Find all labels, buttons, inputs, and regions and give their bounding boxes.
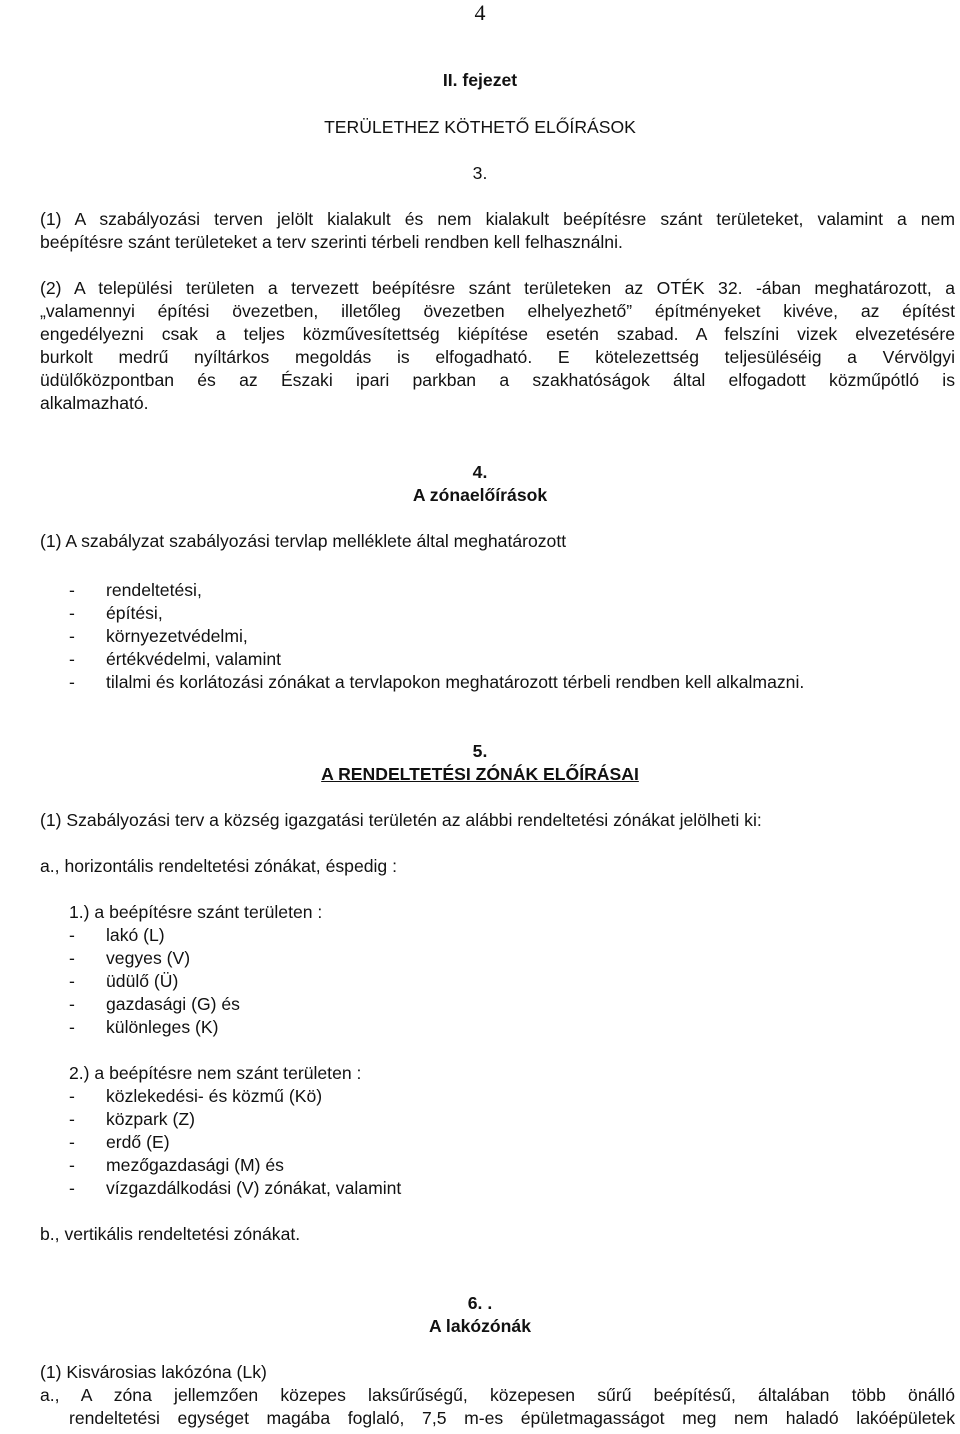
s3-p2-line-4: burkolt medrű nyíltárkos megoldás is elfogadható. E kötelezettség teljesüléséig a Vérvölgyi: [40, 347, 955, 367]
list-dash: -: [69, 626, 75, 646]
list-item: közpark (Z): [106, 1109, 195, 1129]
list-dash: -: [69, 948, 75, 968]
list-dash: -: [69, 1155, 75, 1175]
list-dash: -: [69, 1109, 75, 1129]
s6-p1: (1) Kisvárosias lakózóna (Lk): [40, 1362, 267, 1382]
list-dash: -: [69, 925, 75, 945]
list-item: tilalmi és korlátozási zónákat a tervlapokon meghatározott térbeli rendben kell alkalmazni.: [106, 672, 805, 692]
section-6-title: A lakózónák: [428, 1316, 531, 1336]
list-item: gazdasági (G) és: [106, 994, 240, 1014]
s5-b-label: b., vertikális rendeltetési zónákat.: [40, 1224, 301, 1244]
list-item: erdő (E): [106, 1132, 170, 1152]
list-dash: -: [69, 994, 75, 1014]
section-5-number: 5.: [472, 741, 488, 761]
list-dash: -: [69, 1178, 75, 1198]
section-4-title: A zónaelőírások: [412, 485, 548, 505]
list-dash: -: [69, 1017, 75, 1037]
list-item: rendeltetési,: [106, 580, 202, 600]
s3-p2-line-2: „valamennyi építési övezetben, illetőleg övezetben elhelyezhető” építményeket kivéve, az építést: [40, 301, 955, 321]
s3-p1-line-2: beépítésre szánt területeket a terv szerinti térbeli rendben kell felhasználni.: [40, 232, 623, 252]
list-item: környezetvédelmi,: [106, 626, 248, 646]
s3-p2-line-1: (2) A települési területen a tervezett beépítésre szánt területeken az OTÉK 32. -ában meghatározott, a: [40, 278, 955, 298]
section-6-number: 6. .: [467, 1293, 493, 1313]
list-dash: -: [69, 603, 75, 623]
section-5-title: A RENDELTETÉSI ZÓNÁK ELŐÍRÁSAI: [321, 764, 639, 784]
list-item: vegyes (V): [106, 948, 191, 968]
list-dash: -: [69, 649, 75, 669]
list-item: értékvédelmi, valamint: [106, 649, 282, 669]
section-3-heading: 3.: [472, 163, 488, 183]
list-dash: -: [69, 580, 75, 600]
list-dash: -: [69, 672, 75, 692]
section-4-number: 4.: [472, 462, 488, 482]
s3-p1-line-1: (1) A szabályozási terven jelölt kialakult és nem kialakult beépítésre szánt területeket, valamint a nem: [40, 209, 955, 229]
s5-intro: (1) Szabályozási terv a község igazgatási területén az alábbi rendeltetési zónákat jelölheti ki:: [40, 810, 762, 830]
s5-group-1-label: 1.) a beépítésre szánt területen :: [69, 902, 323, 922]
list-item: különleges (K): [106, 1017, 219, 1037]
list-item: lakó (L): [106, 925, 165, 945]
list-dash: -: [69, 1132, 75, 1152]
s3-p2-line-6: alkalmazható.: [40, 393, 149, 413]
s5-a-label: a., horizontális rendeltetési zónákat, éspedig :: [40, 856, 397, 876]
list-dash: -: [69, 971, 75, 991]
s4-intro: (1) A szabályzat szabályozási tervlap melléklete által meghatározott: [40, 531, 567, 551]
list-item: vízgazdálkodási (V) zónákat, valamint: [106, 1178, 402, 1198]
list-item: mezőgazdasági (M) és: [106, 1155, 284, 1175]
list-dash: -: [69, 1086, 75, 1106]
s6-a-line-2: rendeltetési egységet magába foglaló, 7,5 m-es épületmagasságot meg nem haladó lakóépületek: [69, 1408, 955, 1428]
list-item: üdülő (Ü): [106, 971, 179, 991]
s6-a-line-1: a., A zóna jellemzően közepes laksűrűségű, közepesen sűrű beépítésű, általában több önálló: [40, 1385, 955, 1405]
list-item: közlekedési- és közmű (Kö): [106, 1086, 323, 1106]
page-number: 4: [474, 0, 486, 25]
chapter-label: II. fejezet: [442, 70, 518, 90]
list-item: építési,: [106, 603, 163, 623]
chapter-title: TERÜLETHEZ KÖTHETŐ ELŐÍRÁSOK: [324, 117, 636, 137]
s5-group-2-label: 2.) a beépítésre nem szánt területen :: [69, 1063, 362, 1083]
s3-p2-line-3: engedélyezni csak a teljes közművesítettség kiépítése esetén szabad. A felszíni vizek elvezetésére: [40, 324, 955, 344]
s3-p2-line-5: üdülőközpontban és az Északi ipari parkban a szakhatóságok által elfogadott közműpótló is: [40, 370, 955, 390]
